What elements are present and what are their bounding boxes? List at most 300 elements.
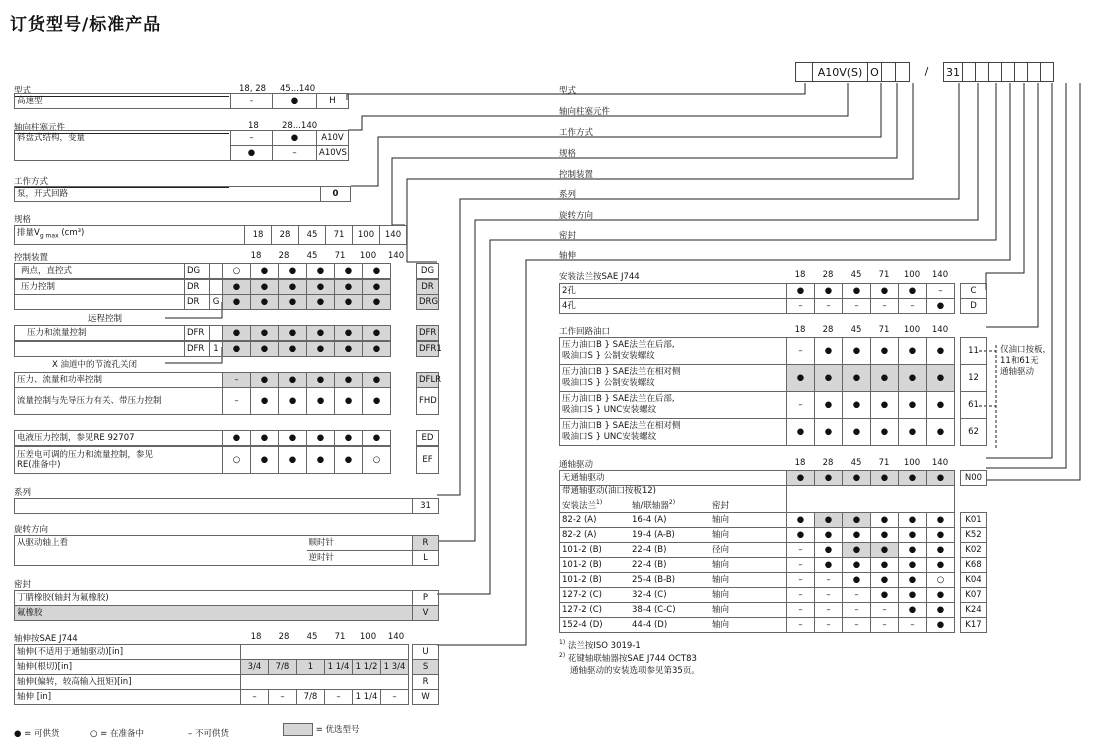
- size-cell: 140: [380, 226, 407, 245]
- control-gap: [391, 295, 417, 310]
- control-row-label: [15, 342, 185, 357]
- ports-cell: ●: [871, 392, 899, 419]
- control-code-2: [210, 264, 223, 279]
- ports-label-line: 压力油口B } SAE法兰在后部,: [562, 340, 675, 350]
- ports-cell: ●: [871, 419, 899, 446]
- table-row: [15, 645, 439, 660]
- control-code-1: DFR: [185, 342, 210, 357]
- through-none-cell: ●: [815, 471, 843, 486]
- control-code-1: DR: [185, 280, 210, 295]
- control-code-1: DFR: [185, 326, 210, 341]
- flange-row-label: 4孔: [560, 299, 787, 314]
- control-cell: ●: [363, 264, 391, 279]
- through-cell: –: [843, 618, 871, 633]
- element-row-label: 斜盘式结构，变量: [15, 131, 231, 161]
- control-cell: ●: [335, 264, 363, 279]
- control-cell: ●: [223, 326, 251, 341]
- table-row: [560, 338, 987, 365]
- rotation-cw-label: 顺时针: [307, 536, 413, 551]
- table-row: [15, 342, 439, 357]
- shaft-cell: 1 1/2: [353, 660, 381, 675]
- code-strip-cell: [1001, 62, 1015, 82]
- shaft-cell: 1 1/4: [353, 690, 381, 705]
- size-header-label: 28: [278, 251, 290, 261]
- table-row: [560, 392, 987, 419]
- shaft-cell: 1: [297, 660, 325, 675]
- control-cell: ●: [307, 280, 335, 295]
- size-header-label: 45: [850, 458, 862, 468]
- through-with-title: 带通轴驱动(油口按板12): [562, 486, 656, 497]
- through-cell: ●: [815, 543, 843, 558]
- type-value-1: -: [231, 94, 273, 109]
- through-cell: –: [815, 573, 843, 588]
- control-row-label: [15, 373, 223, 388]
- control-row-label: [15, 447, 223, 474]
- size-row-label: 排量$V_{g max}$ (cm³): [15, 226, 245, 245]
- shaft-row-label: 轴伸 [in]: [15, 690, 241, 705]
- rotation-cw-code: R: [413, 536, 439, 551]
- through-cell: ●: [815, 513, 843, 528]
- type-size-1: 18, 28: [239, 84, 267, 94]
- right-label: 型式: [559, 86, 577, 96]
- ports-cell: ●: [843, 365, 871, 392]
- ports-label-line: 压力油口B } SAE法兰在相对侧: [562, 367, 681, 377]
- control-cell: ●: [251, 326, 279, 341]
- control-row-table: [14, 279, 439, 295]
- through-cell: ●: [815, 528, 843, 543]
- flange-cell: ●: [843, 284, 871, 299]
- through-flange: 127-2 (C): [562, 605, 602, 615]
- through-flange: 101-2 (B): [562, 575, 602, 585]
- control-code-2: G: [210, 295, 223, 310]
- shaft-cell: [241, 675, 409, 690]
- control-label-text: 压差电可调的压力和流量控制，参见: [17, 450, 154, 460]
- flange-cell: ●: [899, 284, 927, 299]
- table-row: [15, 226, 407, 245]
- through-code: K01: [961, 513, 987, 528]
- through-cell: –: [843, 588, 871, 603]
- footnote-text: 通轴驱动的安装选项参见第35页。: [570, 666, 700, 676]
- shaft-rows: [14, 644, 439, 705]
- through-cell: ●: [787, 513, 815, 528]
- element-size-1: 18: [248, 121, 259, 131]
- ports-label-line: 吸油口S } UNC安装螺纹: [562, 405, 657, 415]
- through-heading: 通轴驱动: [559, 460, 594, 470]
- through-cell: ●: [899, 558, 927, 573]
- control-cell: ○: [223, 264, 251, 279]
- through-cell: ●: [927, 618, 955, 633]
- through-seal: 轴向: [712, 560, 730, 570]
- through-cell: –: [815, 588, 843, 603]
- through-cell: ●: [927, 513, 955, 528]
- right-label: 工作方式: [559, 128, 594, 138]
- control-cell: ●: [279, 264, 307, 279]
- through-coupling: 22-4 (B): [632, 560, 667, 570]
- flange-cell: –: [843, 299, 871, 314]
- through-none-code: N00: [961, 471, 987, 486]
- seal-heading: 密封: [14, 578, 229, 591]
- ports-cell: ●: [843, 419, 871, 446]
- shaft-code: R: [413, 675, 439, 690]
- control-cell: ●: [363, 342, 391, 357]
- control-cell: ●: [363, 326, 391, 341]
- through-cell: –: [871, 618, 899, 633]
- size-header-label: 71: [334, 632, 346, 642]
- size-cell: 100: [353, 226, 380, 245]
- right-label: 控制装置: [559, 170, 594, 180]
- control-cell: ○: [363, 447, 391, 474]
- code-strip-cell: [962, 62, 976, 82]
- shaft-code: S: [413, 660, 439, 675]
- element-table: [14, 130, 349, 161]
- element-code: A10V: [317, 131, 349, 146]
- size-header-label: 18: [794, 325, 806, 335]
- control-cell: ●: [335, 388, 363, 415]
- size-header-label: 18: [794, 458, 806, 468]
- control-row-table: [14, 341, 442, 357]
- rotation-ccw-code: L: [413, 551, 439, 566]
- table-row: [15, 280, 439, 295]
- ports-label-line: 吸油口S } 公制安装螺纹: [562, 378, 655, 388]
- x-orifice-note: X 油道中的节流孔关闭: [52, 360, 138, 370]
- shaft-code: W: [413, 690, 439, 705]
- rotation-ccw-label: 逆时针: [307, 551, 413, 566]
- ports-heading: 工作回路油口: [559, 327, 611, 337]
- control-cell: ●: [363, 431, 391, 446]
- ports-side-note-line: 通轴驱动: [1000, 367, 1035, 377]
- through-seal: 轴向: [712, 590, 730, 600]
- size-cell: 45: [299, 226, 326, 245]
- through-cell: –: [871, 603, 899, 618]
- table-row: [560, 365, 987, 392]
- ports-cell: ●: [927, 338, 955, 365]
- shaft-cell: 7/8: [297, 690, 325, 705]
- operation-code: 0: [321, 187, 351, 202]
- through-code: K17: [961, 618, 987, 633]
- control-cell: ●: [251, 280, 279, 295]
- table-row: [560, 618, 987, 633]
- right-label: 系列: [559, 190, 577, 200]
- element-size-2: 28...140: [282, 121, 318, 131]
- size-cell: 71: [326, 226, 353, 245]
- control-cell: ●: [279, 373, 307, 388]
- through-cell: ●: [927, 543, 955, 558]
- type-size-2: 45...140: [280, 84, 316, 94]
- control-row-table: [14, 325, 439, 341]
- through-cell: –: [899, 618, 927, 633]
- shaft-cell: –: [269, 690, 297, 705]
- control-cell: ●: [307, 326, 335, 341]
- operation-table: [14, 186, 351, 202]
- through-row-label: [560, 543, 787, 558]
- table-row: [560, 471, 987, 486]
- control-cell: ●: [307, 447, 335, 474]
- table-row: [15, 499, 439, 514]
- control-code-2: [210, 326, 223, 341]
- type-heading: 型式: [14, 84, 229, 97]
- through-none-cell: ●: [899, 471, 927, 486]
- element-cell: –: [273, 146, 317, 161]
- table-row: [560, 528, 987, 543]
- size-header-label: 18: [250, 632, 262, 642]
- size-header-label: 100: [359, 251, 377, 261]
- table-row: [15, 447, 439, 474]
- through-cell: ●: [843, 558, 871, 573]
- ports-row-label: [560, 419, 787, 446]
- through-seal: 轴向: [712, 530, 730, 540]
- control-cell: ●: [223, 431, 251, 446]
- control-label-text: 压力和流量控制: [27, 328, 87, 338]
- through-row-label: [560, 558, 787, 573]
- ports-cell: ●: [815, 419, 843, 446]
- ports-rows: [559, 337, 987, 446]
- type-row-label: 高速型: [15, 94, 231, 109]
- legend-in-prep: ○ = 在准备中: [90, 729, 144, 739]
- size-cell: 18: [245, 226, 272, 245]
- legend-not-available: – 不可供货: [188, 729, 229, 739]
- shaft-cell: [241, 645, 409, 660]
- seal-code: P: [413, 591, 439, 606]
- flange-code: D: [961, 299, 987, 314]
- code-strip-cell: [881, 62, 896, 82]
- control-code-2: 1: [210, 342, 223, 357]
- table-row: [560, 513, 987, 528]
- control-gap: [391, 431, 417, 446]
- flange-cell: –: [871, 299, 899, 314]
- control-cell: ●: [307, 431, 335, 446]
- through-none-cell: ●: [843, 471, 871, 486]
- series-heading: 系列: [14, 486, 229, 499]
- flange-cell: ●: [927, 299, 955, 314]
- control-row-table: [14, 387, 439, 415]
- size-header-label: 45: [850, 270, 862, 280]
- through-cell: ●: [899, 513, 927, 528]
- through-blank: [787, 486, 955, 513]
- control-code: DFLR: [417, 373, 439, 388]
- size-header-label: 71: [334, 251, 346, 261]
- control-code-2: [210, 280, 223, 295]
- through-cell: ●: [927, 558, 955, 573]
- footnote-line: [559, 652, 697, 664]
- flange-cell: –: [815, 299, 843, 314]
- table-row: [560, 284, 987, 299]
- control-cell: ●: [279, 280, 307, 295]
- element-cell: ●: [273, 131, 317, 146]
- through-cell: ●: [899, 588, 927, 603]
- ports-cell: ●: [927, 392, 955, 419]
- control-cell: ●: [363, 295, 391, 310]
- ports-code: 12: [961, 365, 987, 392]
- code-strip-cell: 31: [943, 62, 963, 82]
- through-cell: ●: [871, 528, 899, 543]
- shaft-cell: 1 1/4: [325, 660, 353, 675]
- shaft-cell: –: [381, 690, 409, 705]
- size-heading: 规格: [14, 213, 229, 226]
- code-strip-cell: [895, 62, 910, 82]
- through-cell: –: [787, 573, 815, 588]
- shaft-cell: –: [241, 690, 269, 705]
- seal-row-label: 丁腈橡胶(轴封为氟橡胶): [15, 591, 413, 606]
- control-cell: ●: [251, 264, 279, 279]
- element-cell: ●: [231, 146, 273, 161]
- control-gap: [391, 447, 417, 474]
- control-cell: ○: [223, 447, 251, 474]
- size-header-label: 140: [931, 270, 949, 280]
- control-cell: ●: [307, 373, 335, 388]
- right-label: 轴伸: [559, 251, 577, 261]
- control-cell: ●: [279, 326, 307, 341]
- through-flange: 152-4 (D): [562, 620, 603, 630]
- control-cell: ●: [223, 280, 251, 295]
- control-cell: ●: [307, 388, 335, 415]
- through-none-cell: ●: [927, 471, 955, 486]
- through-row-label: [560, 618, 787, 633]
- ports-cell: ●: [899, 392, 927, 419]
- through-rows: [559, 470, 987, 633]
- through-cell: ○: [927, 573, 955, 588]
- shaft-row-label: 轴伸(不适用于通轴驱动)[in]: [15, 645, 241, 660]
- flange-row-label: 2孔: [560, 284, 787, 299]
- flange-cell: –: [899, 299, 927, 314]
- control-cell: –: [223, 373, 251, 388]
- size-header-label: 18: [794, 270, 806, 280]
- control-cell: ●: [279, 388, 307, 415]
- control-cell: ●: [335, 326, 363, 341]
- through-cell: ●: [871, 513, 899, 528]
- size-table: [14, 225, 407, 245]
- through-cell: ●: [899, 528, 927, 543]
- through-with-label: [560, 486, 787, 513]
- footnote-text: 花键轴联轴器按SAE J744 OCT83: [567, 654, 697, 664]
- control-cell: ●: [335, 342, 363, 357]
- flange-code: C: [961, 284, 987, 299]
- series-code: 31: [413, 499, 439, 514]
- ports-cell: ●: [871, 365, 899, 392]
- through-code: K52: [961, 528, 987, 543]
- table-row: [560, 299, 987, 314]
- control-code: DFR1: [417, 342, 439, 357]
- control-cell: ●: [251, 342, 279, 357]
- control-code: EF: [417, 447, 439, 474]
- through-coupling: 16-4 (A): [632, 515, 667, 525]
- ports-label-line: 吸油口S } UNC安装螺纹: [562, 432, 657, 442]
- ports-side-note-line: 11和61无: [1000, 356, 1039, 366]
- control-cell: ●: [307, 264, 335, 279]
- footnote-sup: 1): [559, 639, 566, 647]
- through-cell: ●: [871, 573, 899, 588]
- control-cell: ●: [363, 373, 391, 388]
- through-cell: –: [787, 588, 815, 603]
- seal-table: [14, 590, 439, 621]
- through-code: K02: [961, 543, 987, 558]
- control-cell: ●: [335, 295, 363, 310]
- type-value-2: ●: [273, 94, 317, 109]
- control-cell: ●: [223, 342, 251, 357]
- table-row: [15, 536, 439, 551]
- control-code: FHD: [417, 388, 439, 415]
- through-cell: –: [787, 603, 815, 618]
- control-row-label: [15, 388, 223, 415]
- page-title: 订货型号/标准产品: [10, 15, 162, 35]
- size-header-label: 45: [306, 632, 318, 642]
- control-cell: ●: [251, 447, 279, 474]
- footnote-line: [570, 664, 700, 676]
- through-col-headers: [562, 497, 784, 512]
- through-col-flange: 安装法兰$^{1)}$: [562, 499, 603, 511]
- control-code-1: DG: [185, 264, 210, 279]
- flange-cell: ●: [871, 284, 899, 299]
- control-label-text: 流量控制与先导压力有关、带压力控制: [17, 396, 162, 406]
- preferred-swatch: [283, 723, 313, 736]
- through-none-cell: ●: [787, 471, 815, 486]
- size-header-label: 140: [387, 251, 405, 261]
- size-header-label: 28: [822, 270, 834, 280]
- code-strip-cell: /: [924, 65, 929, 78]
- through-cell: ●: [871, 543, 899, 558]
- size-cell: 28: [272, 226, 299, 245]
- code-strip-cell: [988, 62, 1002, 82]
- control-cell: ●: [279, 447, 307, 474]
- through-row-label: [560, 528, 787, 543]
- table-row: [15, 591, 439, 606]
- through-cell: ●: [899, 603, 927, 618]
- control-label-text: 压力控制: [21, 282, 56, 292]
- footnote-text: 法兰按ISO 3019-1: [567, 641, 641, 651]
- control-code: DFR: [417, 326, 439, 341]
- shaft-cell: 7/8: [269, 660, 297, 675]
- through-cell: ●: [871, 558, 899, 573]
- flange-cell: ●: [815, 284, 843, 299]
- table-row: [560, 558, 987, 573]
- control-cell: ●: [335, 431, 363, 446]
- through-col-flange-sup: 1): [596, 499, 603, 507]
- through-coupling: 22-4 (B): [632, 545, 667, 555]
- ports-cell: ●: [899, 365, 927, 392]
- table-row: [15, 373, 439, 388]
- through-flange: 127-2 (C): [562, 590, 602, 600]
- through-row-label: [560, 588, 787, 603]
- control-cell: ●: [223, 295, 251, 310]
- order-code-strip: [796, 62, 1054, 82]
- control-gap: [391, 342, 417, 357]
- control-cell: ●: [307, 342, 335, 357]
- table-row: [15, 131, 349, 146]
- size-header-label: 28: [822, 325, 834, 335]
- size-header-label: 28: [822, 458, 834, 468]
- control-cell: ●: [335, 280, 363, 295]
- code-strip-cell: [1027, 62, 1041, 82]
- through-cell: –: [787, 558, 815, 573]
- flange-heading: 安装法兰按SAE J744: [559, 272, 640, 282]
- shaft-cell: 3/4: [241, 660, 269, 675]
- control-code: DRG: [417, 295, 439, 310]
- through-code: K68: [961, 558, 987, 573]
- element-heading: 轴向柱塞元件: [14, 121, 229, 134]
- through-cell: ●: [899, 573, 927, 588]
- size-header-label: 71: [878, 325, 890, 335]
- through-row-label: [560, 573, 787, 588]
- table-row: [560, 588, 987, 603]
- through-coupling: 32-4 (C): [632, 590, 667, 600]
- control-cell: ●: [251, 295, 279, 310]
- through-code: K07: [961, 588, 987, 603]
- through-coupling: 19-4 (A-B): [632, 530, 675, 540]
- flange-cell: –: [927, 284, 955, 299]
- control-cell: ●: [279, 342, 307, 357]
- size-header-label: 45: [850, 325, 862, 335]
- seal-code: V: [413, 606, 439, 621]
- control-row-label: [15, 295, 185, 310]
